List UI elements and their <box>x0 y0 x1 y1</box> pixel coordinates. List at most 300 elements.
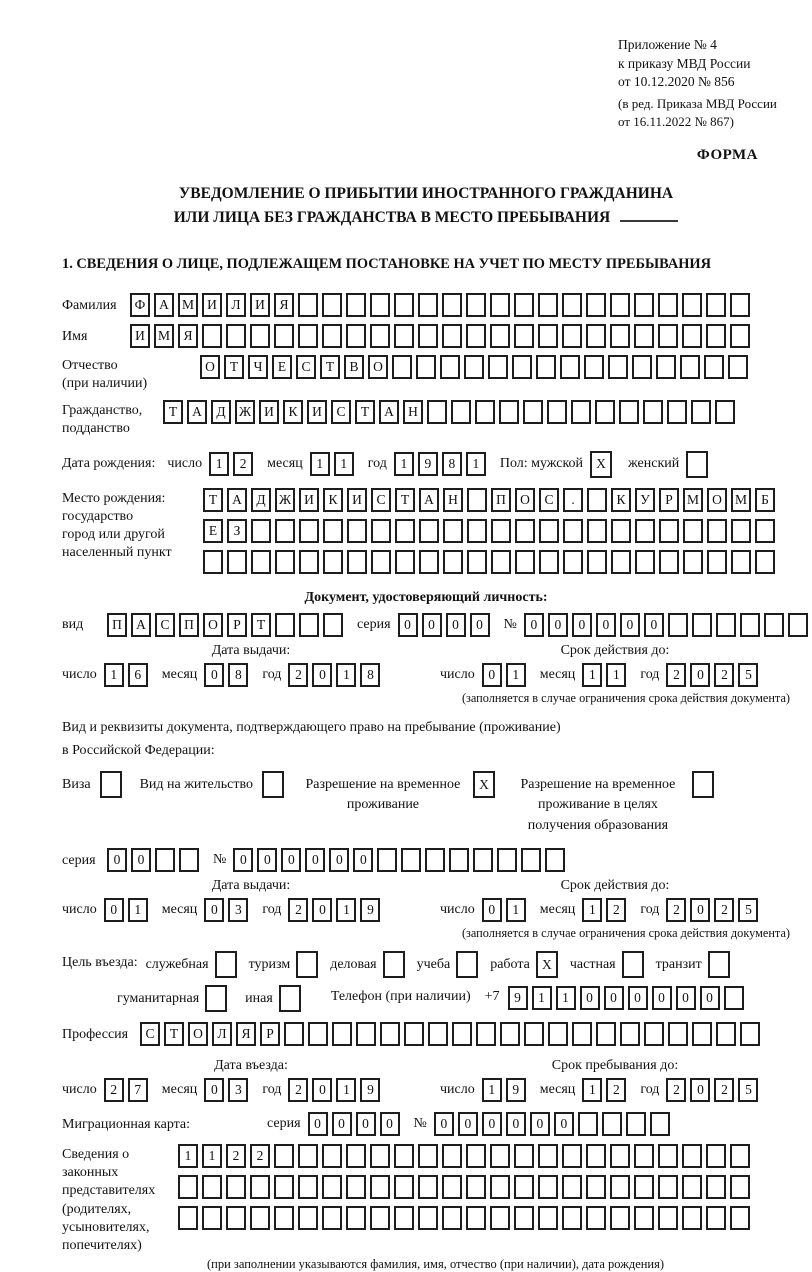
char-cell[interactable]: С <box>155 613 175 637</box>
char-cell[interactable] <box>394 324 414 348</box>
char-cell[interactable]: А <box>379 400 399 424</box>
char-cell[interactable] <box>539 550 559 574</box>
char-cell[interactable] <box>596 1022 616 1046</box>
char-cell[interactable]: 5 <box>738 898 758 922</box>
char-cell[interactable] <box>442 1144 462 1168</box>
char-cell[interactable] <box>514 1206 534 1230</box>
char-cell[interactable]: 0 <box>204 663 224 687</box>
char-cell[interactable] <box>611 519 631 543</box>
char-cell[interactable]: Я <box>236 1022 256 1046</box>
char-cell[interactable]: 1 <box>506 663 526 687</box>
char-cell[interactable]: 0 <box>398 613 418 637</box>
char-cell[interactable] <box>608 355 628 379</box>
visa-checkbox[interactable] <box>100 771 122 798</box>
char-cell[interactable] <box>418 1206 438 1230</box>
char-cell[interactable]: К <box>323 488 343 512</box>
char-cell[interactable]: Т <box>164 1022 184 1046</box>
char-cell[interactable] <box>275 613 295 637</box>
char-cell[interactable] <box>634 293 654 317</box>
char-cell[interactable] <box>635 519 655 543</box>
char-cell[interactable] <box>610 324 630 348</box>
char-cell[interactable] <box>560 355 580 379</box>
char-cell[interactable]: О <box>368 355 388 379</box>
char-cell[interactable]: 0 <box>131 848 151 872</box>
char-cell[interactable] <box>490 324 510 348</box>
char-cell[interactable]: 1 <box>336 898 356 922</box>
char-cell[interactable]: Н <box>443 488 463 512</box>
char-cell[interactable] <box>298 1175 318 1199</box>
char-cell[interactable] <box>442 293 462 317</box>
char-cell[interactable] <box>322 1175 342 1199</box>
char-cell[interactable] <box>731 519 751 543</box>
char-cell[interactable] <box>626 1112 646 1136</box>
char-cell[interactable] <box>275 519 295 543</box>
char-cell[interactable]: 0 <box>312 1078 332 1102</box>
char-cell[interactable] <box>394 1206 414 1230</box>
char-cell[interactable] <box>659 519 679 543</box>
char-cell[interactable] <box>692 613 712 637</box>
char-cell[interactable]: 0 <box>482 898 502 922</box>
char-cell[interactable]: 1 <box>582 663 602 687</box>
char-cell[interactable]: 2 <box>288 898 308 922</box>
other-checkbox[interactable] <box>279 985 301 1012</box>
char-cell[interactable] <box>322 1206 342 1230</box>
char-cell[interactable] <box>659 550 679 574</box>
char-cell[interactable] <box>370 1144 390 1168</box>
char-cell[interactable] <box>563 519 583 543</box>
char-cell[interactable]: 0 <box>233 848 253 872</box>
char-cell[interactable] <box>323 519 343 543</box>
char-cell[interactable] <box>658 1206 678 1230</box>
char-cell[interactable] <box>380 1022 400 1046</box>
char-cell[interactable] <box>332 1022 352 1046</box>
char-cell[interactable]: 1 <box>582 1078 602 1102</box>
sex-male-checkbox[interactable]: X <box>590 451 612 478</box>
char-cell[interactable]: В <box>344 355 364 379</box>
char-cell[interactable] <box>610 293 630 317</box>
char-cell[interactable] <box>512 355 532 379</box>
char-cell[interactable]: 0 <box>524 613 544 637</box>
char-cell[interactable]: 0 <box>596 613 616 637</box>
char-cell[interactable] <box>226 324 246 348</box>
char-cell[interactable]: 2 <box>714 663 734 687</box>
char-cell[interactable]: 0 <box>312 663 332 687</box>
char-cell[interactable] <box>730 324 750 348</box>
char-cell[interactable] <box>490 293 510 317</box>
char-cell[interactable] <box>683 550 703 574</box>
private-checkbox[interactable] <box>622 951 644 978</box>
official-checkbox[interactable] <box>215 951 237 978</box>
char-cell[interactable] <box>370 1175 390 1199</box>
char-cell[interactable]: Т <box>251 613 271 637</box>
char-cell[interactable] <box>356 1022 376 1046</box>
char-cell[interactable]: Н <box>403 400 423 424</box>
char-cell[interactable] <box>610 1144 630 1168</box>
char-cell[interactable]: Ж <box>235 400 255 424</box>
char-cell[interactable] <box>706 324 726 348</box>
char-cell[interactable] <box>467 519 487 543</box>
char-cell[interactable] <box>658 293 678 317</box>
char-cell[interactable] <box>250 1206 270 1230</box>
char-cell[interactable] <box>155 848 175 872</box>
char-cell[interactable] <box>473 848 493 872</box>
char-cell[interactable]: 2 <box>714 1078 734 1102</box>
char-cell[interactable] <box>632 355 652 379</box>
char-cell[interactable] <box>523 400 543 424</box>
char-cell[interactable] <box>730 1206 750 1230</box>
char-cell[interactable] <box>706 1144 726 1168</box>
char-cell[interactable] <box>611 550 631 574</box>
char-cell[interactable]: Д <box>211 400 231 424</box>
char-cell[interactable]: 0 <box>572 613 592 637</box>
char-cell[interactable] <box>539 519 559 543</box>
char-cell[interactable] <box>322 324 342 348</box>
char-cell[interactable] <box>682 1206 702 1230</box>
char-cell[interactable] <box>715 400 735 424</box>
char-cell[interactable]: 3 <box>228 1078 248 1102</box>
char-cell[interactable]: И <box>250 293 270 317</box>
char-cell[interactable] <box>418 324 438 348</box>
char-cell[interactable] <box>179 848 199 872</box>
char-cell[interactable]: 0 <box>690 1078 710 1102</box>
char-cell[interactable] <box>706 1206 726 1230</box>
char-cell[interactable]: 0 <box>353 848 373 872</box>
char-cell[interactable]: А <box>419 488 439 512</box>
char-cell[interactable]: 2 <box>233 452 253 476</box>
char-cell[interactable]: 2 <box>666 1078 686 1102</box>
char-cell[interactable]: И <box>347 488 367 512</box>
char-cell[interactable] <box>419 519 439 543</box>
char-cell[interactable] <box>440 355 460 379</box>
char-cell[interactable] <box>536 355 556 379</box>
char-cell[interactable] <box>488 355 508 379</box>
char-cell[interactable] <box>691 400 711 424</box>
char-cell[interactable]: 9 <box>360 1078 380 1102</box>
char-cell[interactable]: 0 <box>312 898 332 922</box>
residence-permit-checkbox[interactable] <box>262 771 284 798</box>
char-cell[interactable] <box>443 519 463 543</box>
char-cell[interactable] <box>731 550 751 574</box>
char-cell[interactable]: 2 <box>226 1144 246 1168</box>
char-cell[interactable] <box>707 550 727 574</box>
char-cell[interactable]: У <box>635 488 655 512</box>
char-cell[interactable] <box>595 400 615 424</box>
char-cell[interactable] <box>667 400 687 424</box>
char-cell[interactable]: 2 <box>714 898 734 922</box>
char-cell[interactable] <box>788 613 808 637</box>
char-cell[interactable] <box>323 613 343 637</box>
char-cell[interactable]: 2 <box>606 898 626 922</box>
char-cell[interactable]: С <box>539 488 559 512</box>
char-cell[interactable]: 6 <box>128 663 148 687</box>
char-cell[interactable] <box>275 550 295 574</box>
char-cell[interactable] <box>764 613 784 637</box>
char-cell[interactable] <box>347 519 367 543</box>
char-cell[interactable]: 0 <box>329 848 349 872</box>
char-cell[interactable]: 1 <box>606 663 626 687</box>
char-cell[interactable]: 9 <box>418 452 438 476</box>
char-cell[interactable] <box>514 1144 534 1168</box>
char-cell[interactable] <box>443 550 463 574</box>
char-cell[interactable]: 2 <box>606 1078 626 1102</box>
char-cell[interactable] <box>619 400 639 424</box>
char-cell[interactable]: 0 <box>470 613 490 637</box>
humanitarian-checkbox[interactable] <box>205 985 227 1012</box>
char-cell[interactable]: 8 <box>442 452 462 476</box>
char-cell[interactable] <box>370 293 390 317</box>
char-cell[interactable] <box>308 1022 328 1046</box>
char-cell[interactable] <box>490 1206 510 1230</box>
char-cell[interactable] <box>572 1022 592 1046</box>
char-cell[interactable] <box>299 550 319 574</box>
char-cell[interactable] <box>298 1144 318 1168</box>
char-cell[interactable] <box>371 519 391 543</box>
char-cell[interactable] <box>515 519 535 543</box>
char-cell[interactable]: К <box>283 400 303 424</box>
char-cell[interactable] <box>442 1206 462 1230</box>
char-cell[interactable]: 0 <box>446 613 466 637</box>
char-cell[interactable]: 0 <box>458 1112 478 1136</box>
char-cell[interactable] <box>704 355 724 379</box>
char-cell[interactable]: И <box>202 293 222 317</box>
char-cell[interactable] <box>497 848 517 872</box>
char-cell[interactable] <box>538 324 558 348</box>
char-cell[interactable]: 0 <box>604 986 624 1010</box>
char-cell[interactable] <box>602 1112 622 1136</box>
char-cell[interactable]: М <box>154 324 174 348</box>
char-cell[interactable]: М <box>731 488 751 512</box>
char-cell[interactable] <box>467 488 487 512</box>
char-cell[interactable]: Л <box>226 293 246 317</box>
char-cell[interactable] <box>562 1144 582 1168</box>
char-cell[interactable] <box>587 550 607 574</box>
char-cell[interactable] <box>418 293 438 317</box>
char-cell[interactable]: 0 <box>628 986 648 1010</box>
char-cell[interactable]: 1 <box>209 452 229 476</box>
char-cell[interactable]: М <box>683 488 703 512</box>
char-cell[interactable]: 0 <box>580 986 600 1010</box>
char-cell[interactable] <box>538 1175 558 1199</box>
char-cell[interactable] <box>586 1175 606 1199</box>
char-cell[interactable] <box>466 1175 486 1199</box>
char-cell[interactable]: 0 <box>281 848 301 872</box>
char-cell[interactable]: О <box>188 1022 208 1046</box>
char-cell[interactable] <box>466 1144 486 1168</box>
char-cell[interactable] <box>284 1022 304 1046</box>
char-cell[interactable] <box>346 324 366 348</box>
char-cell[interactable]: 0 <box>257 848 277 872</box>
char-cell[interactable] <box>371 550 391 574</box>
char-cell[interactable] <box>466 293 486 317</box>
char-cell[interactable] <box>203 550 223 574</box>
char-cell[interactable]: 3 <box>228 898 248 922</box>
char-cell[interactable] <box>587 488 607 512</box>
char-cell[interactable] <box>418 1175 438 1199</box>
char-cell[interactable] <box>377 848 397 872</box>
char-cell[interactable] <box>716 1022 736 1046</box>
char-cell[interactable] <box>299 519 319 543</box>
char-cell[interactable] <box>668 613 688 637</box>
char-cell[interactable]: 0 <box>204 1078 224 1102</box>
char-cell[interactable] <box>428 1022 448 1046</box>
char-cell[interactable] <box>562 1206 582 1230</box>
char-cell[interactable] <box>683 519 703 543</box>
char-cell[interactable]: 9 <box>506 1078 526 1102</box>
char-cell[interactable]: О <box>515 488 535 512</box>
char-cell[interactable]: 1 <box>394 452 414 476</box>
char-cell[interactable] <box>730 1175 750 1199</box>
char-cell[interactable] <box>227 550 247 574</box>
char-cell[interactable] <box>491 519 511 543</box>
char-cell[interactable] <box>514 1175 534 1199</box>
char-cell[interactable]: Р <box>227 613 247 637</box>
char-cell[interactable] <box>449 848 469 872</box>
char-cell[interactable] <box>427 400 447 424</box>
char-cell[interactable]: 0 <box>652 986 672 1010</box>
char-cell[interactable] <box>692 1022 712 1046</box>
char-cell[interactable] <box>274 324 294 348</box>
char-cell[interactable] <box>395 550 415 574</box>
char-cell[interactable]: 2 <box>104 1078 124 1102</box>
char-cell[interactable] <box>634 1175 654 1199</box>
char-cell[interactable] <box>202 1175 222 1199</box>
char-cell[interactable] <box>491 550 511 574</box>
char-cell[interactable] <box>299 613 319 637</box>
char-cell[interactable]: И <box>130 324 150 348</box>
char-cell[interactable] <box>658 1144 678 1168</box>
char-cell[interactable] <box>202 1206 222 1230</box>
char-cell[interactable]: 0 <box>104 898 124 922</box>
char-cell[interactable] <box>274 1206 294 1230</box>
char-cell[interactable]: О <box>200 355 220 379</box>
char-cell[interactable] <box>466 324 486 348</box>
char-cell[interactable] <box>650 1112 670 1136</box>
char-cell[interactable] <box>728 355 748 379</box>
char-cell[interactable]: 1 <box>556 986 576 1010</box>
char-cell[interactable]: 2 <box>666 898 686 922</box>
char-cell[interactable] <box>634 1144 654 1168</box>
char-cell[interactable] <box>584 355 604 379</box>
char-cell[interactable]: О <box>707 488 727 512</box>
char-cell[interactable] <box>274 1144 294 1168</box>
char-cell[interactable] <box>682 1175 702 1199</box>
char-cell[interactable] <box>499 400 519 424</box>
char-cell[interactable]: С <box>296 355 316 379</box>
char-cell[interactable] <box>464 355 484 379</box>
char-cell[interactable] <box>740 613 760 637</box>
char-cell[interactable]: 0 <box>548 613 568 637</box>
char-cell[interactable]: Ж <box>275 488 295 512</box>
char-cell[interactable] <box>346 293 366 317</box>
char-cell[interactable] <box>425 848 445 872</box>
char-cell[interactable] <box>644 1022 664 1046</box>
char-cell[interactable] <box>658 324 678 348</box>
char-cell[interactable]: Д <box>251 488 271 512</box>
char-cell[interactable]: 1 <box>482 1078 502 1102</box>
char-cell[interactable] <box>346 1144 366 1168</box>
char-cell[interactable] <box>586 1144 606 1168</box>
char-cell[interactable]: С <box>140 1022 160 1046</box>
char-cell[interactable]: 0 <box>620 613 640 637</box>
char-cell[interactable]: 1 <box>104 663 124 687</box>
char-cell[interactable] <box>418 1144 438 1168</box>
char-cell[interactable]: 8 <box>360 663 380 687</box>
char-cell[interactable]: 5 <box>738 1078 758 1102</box>
char-cell[interactable] <box>562 324 582 348</box>
char-cell[interactable] <box>416 355 436 379</box>
char-cell[interactable] <box>322 293 342 317</box>
char-cell[interactable]: 1 <box>336 1078 356 1102</box>
char-cell[interactable]: З <box>227 519 247 543</box>
char-cell[interactable] <box>548 1022 568 1046</box>
char-cell[interactable] <box>274 1175 294 1199</box>
char-cell[interactable] <box>404 1022 424 1046</box>
char-cell[interactable] <box>202 324 222 348</box>
char-cell[interactable] <box>466 1206 486 1230</box>
char-cell[interactable] <box>643 400 663 424</box>
char-cell[interactable] <box>451 400 471 424</box>
char-cell[interactable]: Е <box>272 355 292 379</box>
char-cell[interactable] <box>563 550 583 574</box>
char-cell[interactable] <box>538 1144 558 1168</box>
char-cell[interactable]: 0 <box>482 1112 502 1136</box>
char-cell[interactable]: 9 <box>508 986 528 1010</box>
char-cell[interactable] <box>545 848 565 872</box>
char-cell[interactable] <box>298 1206 318 1230</box>
char-cell[interactable]: 1 <box>532 986 552 1010</box>
char-cell[interactable] <box>251 519 271 543</box>
char-cell[interactable]: 0 <box>305 848 325 872</box>
char-cell[interactable]: 1 <box>202 1144 222 1168</box>
char-cell[interactable]: 1 <box>178 1144 198 1168</box>
char-cell[interactable] <box>475 400 495 424</box>
char-cell[interactable]: Т <box>355 400 375 424</box>
char-cell[interactable]: 1 <box>466 452 486 476</box>
char-cell[interactable] <box>587 519 607 543</box>
char-cell[interactable] <box>419 550 439 574</box>
char-cell[interactable] <box>442 324 462 348</box>
char-cell[interactable]: 0 <box>700 986 720 1010</box>
char-cell[interactable]: Т <box>395 488 415 512</box>
char-cell[interactable]: 0 <box>676 986 696 1010</box>
char-cell[interactable] <box>467 550 487 574</box>
char-cell[interactable]: 0 <box>482 663 502 687</box>
char-cell[interactable] <box>178 1206 198 1230</box>
char-cell[interactable] <box>730 1144 750 1168</box>
char-cell[interactable] <box>680 355 700 379</box>
char-cell[interactable] <box>578 1112 598 1136</box>
char-cell[interactable]: 0 <box>434 1112 454 1136</box>
char-cell[interactable]: 0 <box>204 898 224 922</box>
char-cell[interactable]: 1 <box>582 898 602 922</box>
char-cell[interactable] <box>562 293 582 317</box>
char-cell[interactable] <box>682 1144 702 1168</box>
sex-female-checkbox[interactable] <box>686 451 708 478</box>
char-cell[interactable] <box>401 848 421 872</box>
char-cell[interactable]: 0 <box>690 898 710 922</box>
char-cell[interactable]: 0 <box>554 1112 574 1136</box>
char-cell[interactable] <box>668 1022 688 1046</box>
char-cell[interactable]: О <box>203 613 223 637</box>
char-cell[interactable]: Т <box>163 400 183 424</box>
char-cell[interactable]: Р <box>659 488 679 512</box>
char-cell[interactable]: М <box>178 293 198 317</box>
char-cell[interactable] <box>251 550 271 574</box>
char-cell[interactable]: А <box>154 293 174 317</box>
char-cell[interactable]: 0 <box>422 613 442 637</box>
char-cell[interactable]: 2 <box>288 1078 308 1102</box>
char-cell[interactable]: 0 <box>506 1112 526 1136</box>
